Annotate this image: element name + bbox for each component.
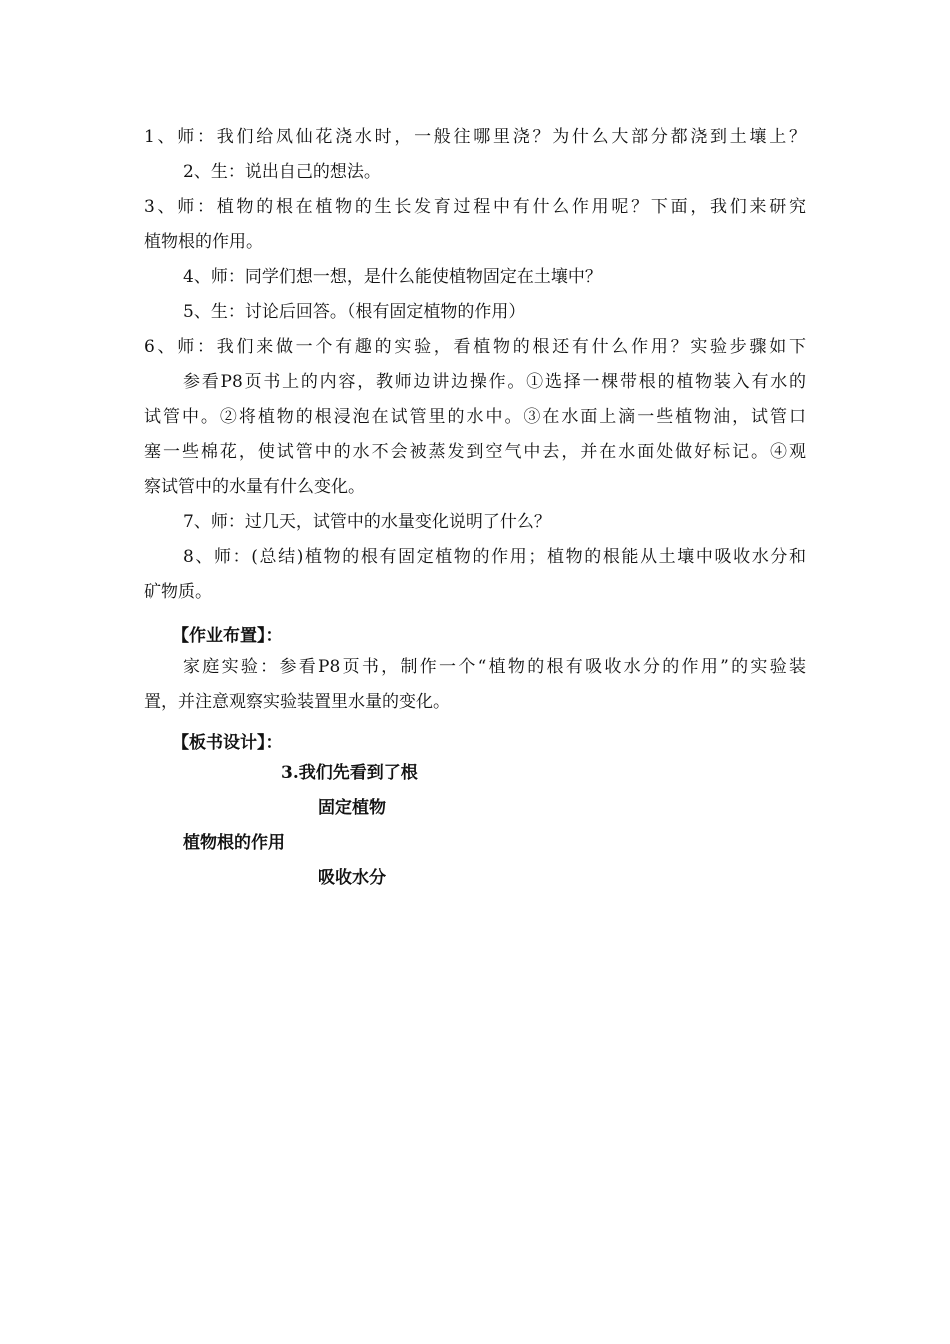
paragraph-line-6e: 察试管中的水量有什么变化。: [144, 477, 365, 497]
paragraph-line-2: 2、生：说出自己的想法。: [183, 162, 381, 182]
paragraph-line-5: 5、生：讨论后回答。（根有固定植物的作用）: [183, 302, 526, 322]
paragraph-line-4: 4、师：同学们想一想，是什么能使植物固定在土壤中？: [183, 267, 602, 287]
homework-line-2: 置，并注意观察实验装置里水量的变化。: [144, 692, 450, 712]
paragraph-line-6c: 试管中。②将植物的根浸泡在试管里的水中。③在水面上滴一些植物油，试管口: [144, 407, 806, 427]
paragraph-line-1: 1、师：我们给凤仙花浇水时，一般往哪里浇？为什么大部分都浇到土壤上？: [144, 127, 806, 147]
paragraph-line-3b: 植物根的作用。: [144, 232, 263, 252]
board-item-fix-plant: 固定植物: [318, 798, 386, 818]
board-item-absorb-water: 吸收水分: [318, 868, 386, 888]
paragraph-line-6b: 参看P8页书上的内容，教师边讲边操作。①选择一棵带根的植物装入有水的: [183, 372, 806, 392]
board-heading: 【板书设计】：: [172, 733, 283, 753]
paragraph-line-3a: 3、师：植物的根在植物的生长发育过程中有什么作用呢？下面，我们来研究: [144, 197, 806, 217]
paragraph-line-6d: 塞一些棉花，使试管中的水不会被蒸发到空气中去，并在水面处做好标记。④观: [144, 442, 806, 462]
board-title: 3.我们先看到了根: [281, 763, 418, 783]
paragraph-line-7: 7、师：过几天，试管中的水量变化说明了什么？: [183, 512, 551, 532]
paragraph-line-8b: 矿物质。: [144, 582, 212, 602]
homework-heading: 【作业布置】：: [172, 626, 283, 646]
board-center-root-function: 植物根的作用: [183, 833, 285, 853]
homework-line-1: 家庭实验：参看P8页书，制作一个“植物的根有吸收水分的作用”的实验装: [183, 657, 806, 677]
paragraph-line-8a: 8、师：(总结)植物的根有固定植物的作用；植物的根能从土壤中吸收水分和: [183, 547, 806, 567]
paragraph-line-6a: 6、师：我们来做一个有趣的实验，看植物的根还有什么作用？实验步骤如下: [144, 337, 806, 357]
